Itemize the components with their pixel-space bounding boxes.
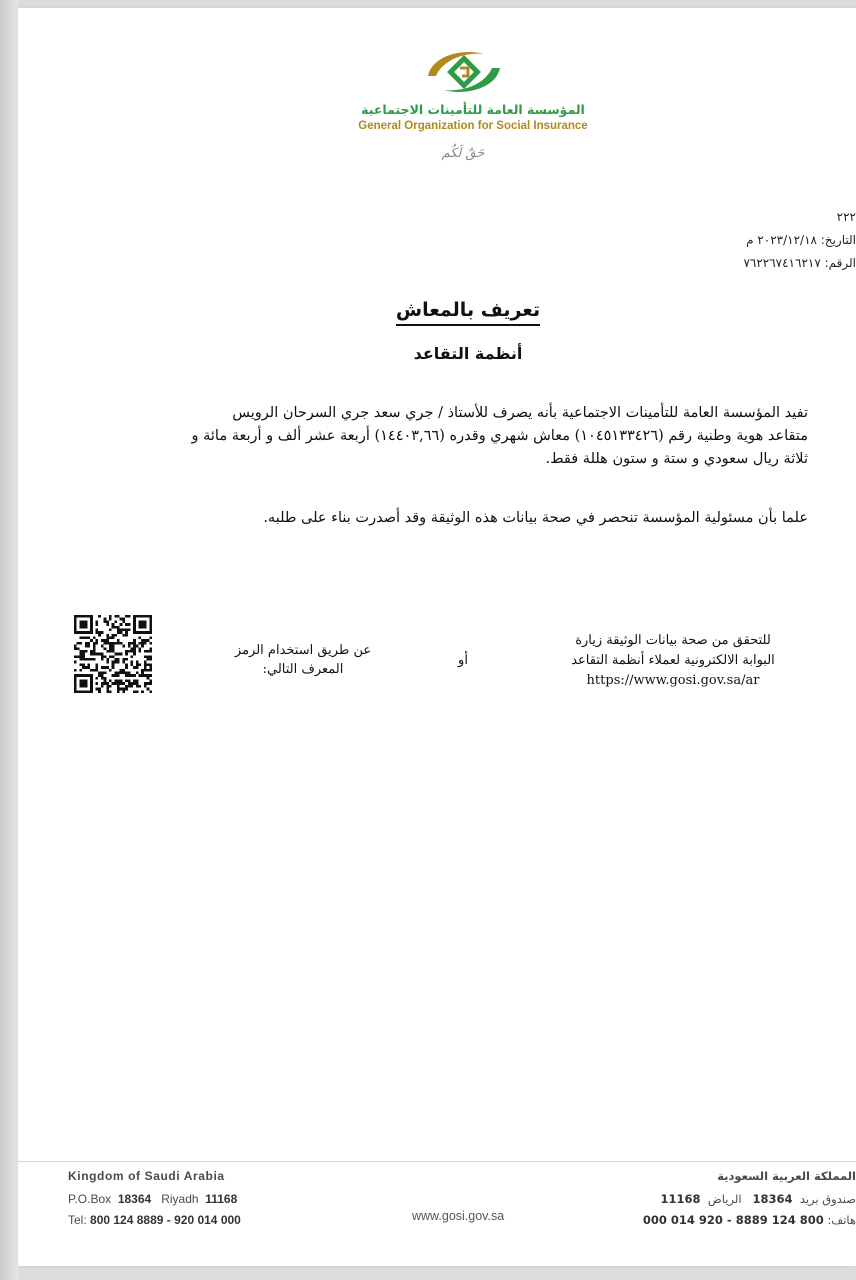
org-name-english: General Organization for Social Insurance [358, 120, 588, 132]
po-label-ar: صندوق بريد [799, 1192, 856, 1206]
tel-label-en: Tel: [68, 1213, 87, 1227]
qr-instruction-line: المعرف التالي: [262, 662, 344, 677]
verification-line: البوابة الالكترونية لعملاء أنظمة التقاعد [571, 653, 775, 668]
number-line [743, 256, 856, 270]
po-number-en: 18364 [117, 1192, 152, 1206]
date-label: التاريخ: [820, 233, 856, 247]
document-body [88, 402, 808, 471]
date-line [746, 233, 856, 247]
zip-en: 11168 [205, 1192, 238, 1206]
date-value: ٢٠٢٣/١٢/١٨ م [746, 233, 817, 247]
footer-phone-en [68, 1213, 241, 1227]
footer-phone-ar [643, 1213, 856, 1227]
or-separator: أو [458, 653, 468, 668]
org-name-arabic: المؤسسة العامة للتأمينات الاجتماعية [361, 102, 585, 117]
qr-code-icon[interactable] [74, 615, 152, 693]
footer-country-en: Kingdom of Saudi Arabia [68, 1169, 225, 1183]
reference-code: ٢٢٢ [836, 210, 856, 224]
footer-website[interactable]: www.gosi.gov.sa [412, 1209, 505, 1223]
gosi-logo-icon [422, 46, 506, 98]
document-title-text: تعريف بالمعاش [396, 299, 540, 326]
verification-url[interactable]: https://www.gosi.gov.sa/ar [586, 673, 760, 688]
responsibility-note: علما بأن مسئولية المؤسسة تنحصر في صحة بيانات هذه الوثيقة وقد أصدرت بناء على طلبه. [263, 510, 808, 526]
page-edge-shadow [0, 0, 18, 1280]
qr-instructions [218, 641, 388, 679]
footer-address-en [68, 1192, 237, 1206]
footer-country-ar: المملكة العربية السعودية [717, 1169, 856, 1183]
tel-number-ar: 800 124 8889 - 920 014 000 [642, 1213, 824, 1227]
document-subtitle: أنظمة التقاعد [413, 344, 523, 363]
body-line: ثلاثة ريال سعودي و ستة و ستون هللة فقط. [545, 451, 808, 467]
verification-line: للتحقق من صحة بيانات الوثيقة زيارة [575, 633, 771, 648]
footer-divider [18, 1161, 856, 1162]
document-page [18, 8, 856, 1266]
number-value: ٧٦٢٢٦٧٤١٦٢١٧ [743, 256, 821, 270]
city-ar: الرياض [707, 1192, 742, 1206]
footer-address-ar [661, 1192, 856, 1206]
po-label-en: P.O.Box [68, 1192, 112, 1206]
tel-label-ar: هاتف: [827, 1213, 856, 1227]
verification-instructions [538, 631, 808, 691]
number-label: الرقم: [824, 256, 856, 270]
zip-ar: 11168 [660, 1192, 701, 1206]
org-tagline: حَقٌ لَكُم [441, 146, 485, 161]
document-title [318, 299, 618, 321]
tel-number-en: 800 124 8889 - 920 014 000 [90, 1213, 241, 1227]
city-en: Riyadh [161, 1192, 199, 1206]
body-line: تفيد المؤسسة العامة للتأمينات الاجتماعية بأنه يصرف للأستاذ / جري سعد جري السرحان الرويس [232, 405, 808, 421]
qr-instruction-line: عن طريق استخدام الرمز [234, 643, 372, 658]
po-number-ar: 18364 [752, 1192, 793, 1206]
body-line: متقاعد هوية وطنية رقم (١٠٤٥١٣٣٤٢٦) معاش شهري وقدره (١٤٤٠٣,٦٦) أربعة عشر ألف و أربعة مائة و [191, 428, 808, 444]
